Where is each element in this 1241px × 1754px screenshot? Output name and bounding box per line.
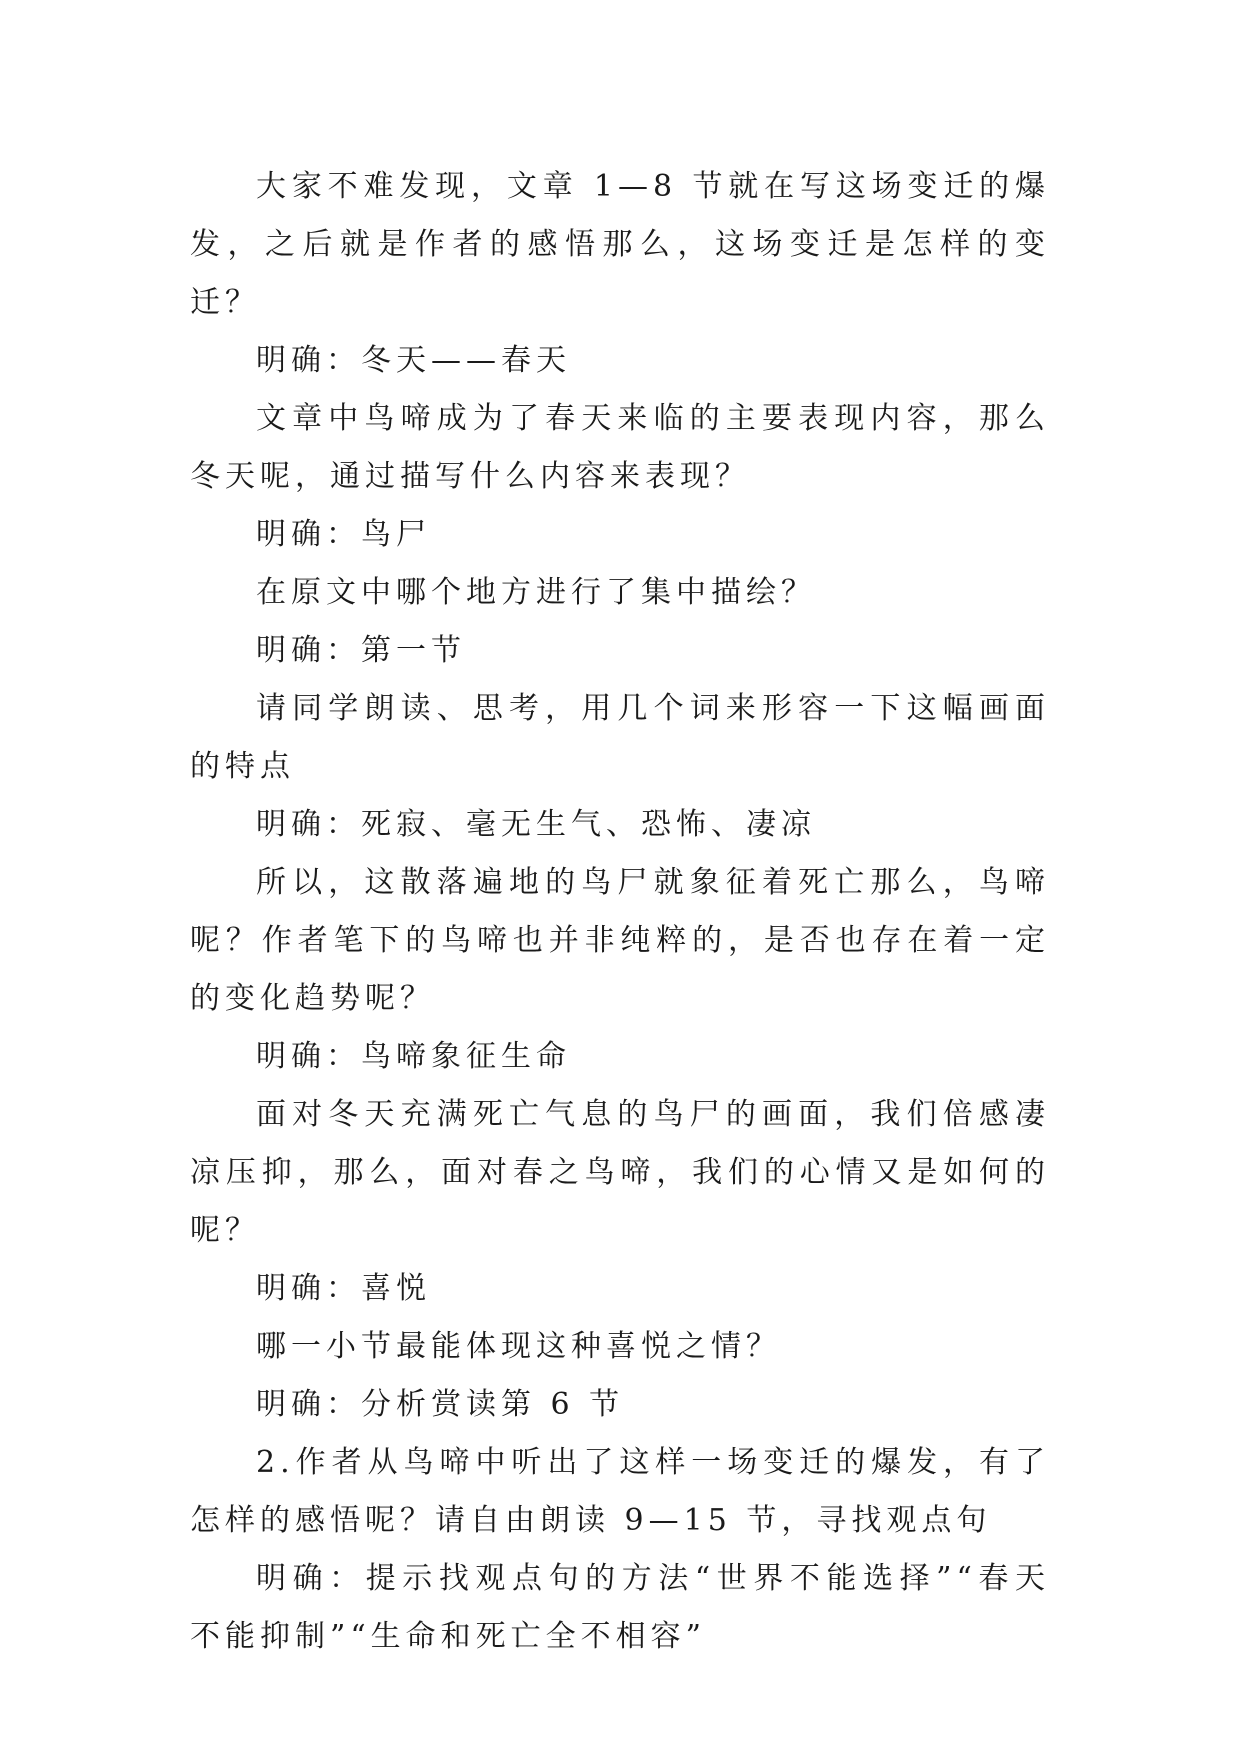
paragraph: 所以，这散落遍地的鸟尸就象征着死亡那么，鸟啼呢？作者笔下的鸟啼也并非纯粹的，是否也存在着一定的变化趋势呢？: [190, 865, 1050, 1016]
paragraph: 明确：鸟啼象征生命: [256, 1039, 571, 1074]
paragraph: 明确：第一节: [256, 633, 466, 668]
paragraph: 明确：鸟尸: [256, 517, 431, 552]
paragraph: 明确：冬天——春天: [256, 343, 571, 378]
paragraph: 明确：死寂、毫无生气、恐怖、凄凉: [256, 807, 816, 842]
paragraph: 2.作者从鸟啼中听出了这样一场变迁的爆发，有了怎样的感悟呢？请自由朗读 9—15 节，寻找观点句: [190, 1445, 1050, 1538]
paragraph: 大家不难发现，文章 1—8 节就在写这场变迁的爆发，之后就是作者的感悟那么，这场变迁是怎样的变迁？: [190, 169, 1050, 320]
paragraph: 在原文中哪个地方进行了集中描绘？: [256, 575, 816, 610]
document-body: [190, 158, 1050, 1666]
paragraph: 明确：提示找观点句的方法“世界不能选择”“春天不能抑制”“生命和死亡全不相容”: [190, 1561, 1050, 1654]
paragraph: 哪一小节最能体现这种喜悦之情？: [256, 1329, 781, 1364]
paragraph: 明确：喜悦: [256, 1271, 431, 1306]
paragraph: 面对冬天充满死亡气息的鸟尸的画面，我们倍感凄凉压抑，那么，面对春之鸟啼，我们的心情又是如何的呢？: [190, 1097, 1050, 1248]
paragraph: 文章中鸟啼成为了春天来临的主要表现内容，那么冬天呢，通过描写什么内容来表现？: [190, 401, 1050, 494]
paragraph: 明确：分析赏读第 6 节: [256, 1387, 625, 1422]
paragraph: 请同学朗读、思考，用几个词来形容一下这幅画面的特点: [190, 691, 1050, 784]
